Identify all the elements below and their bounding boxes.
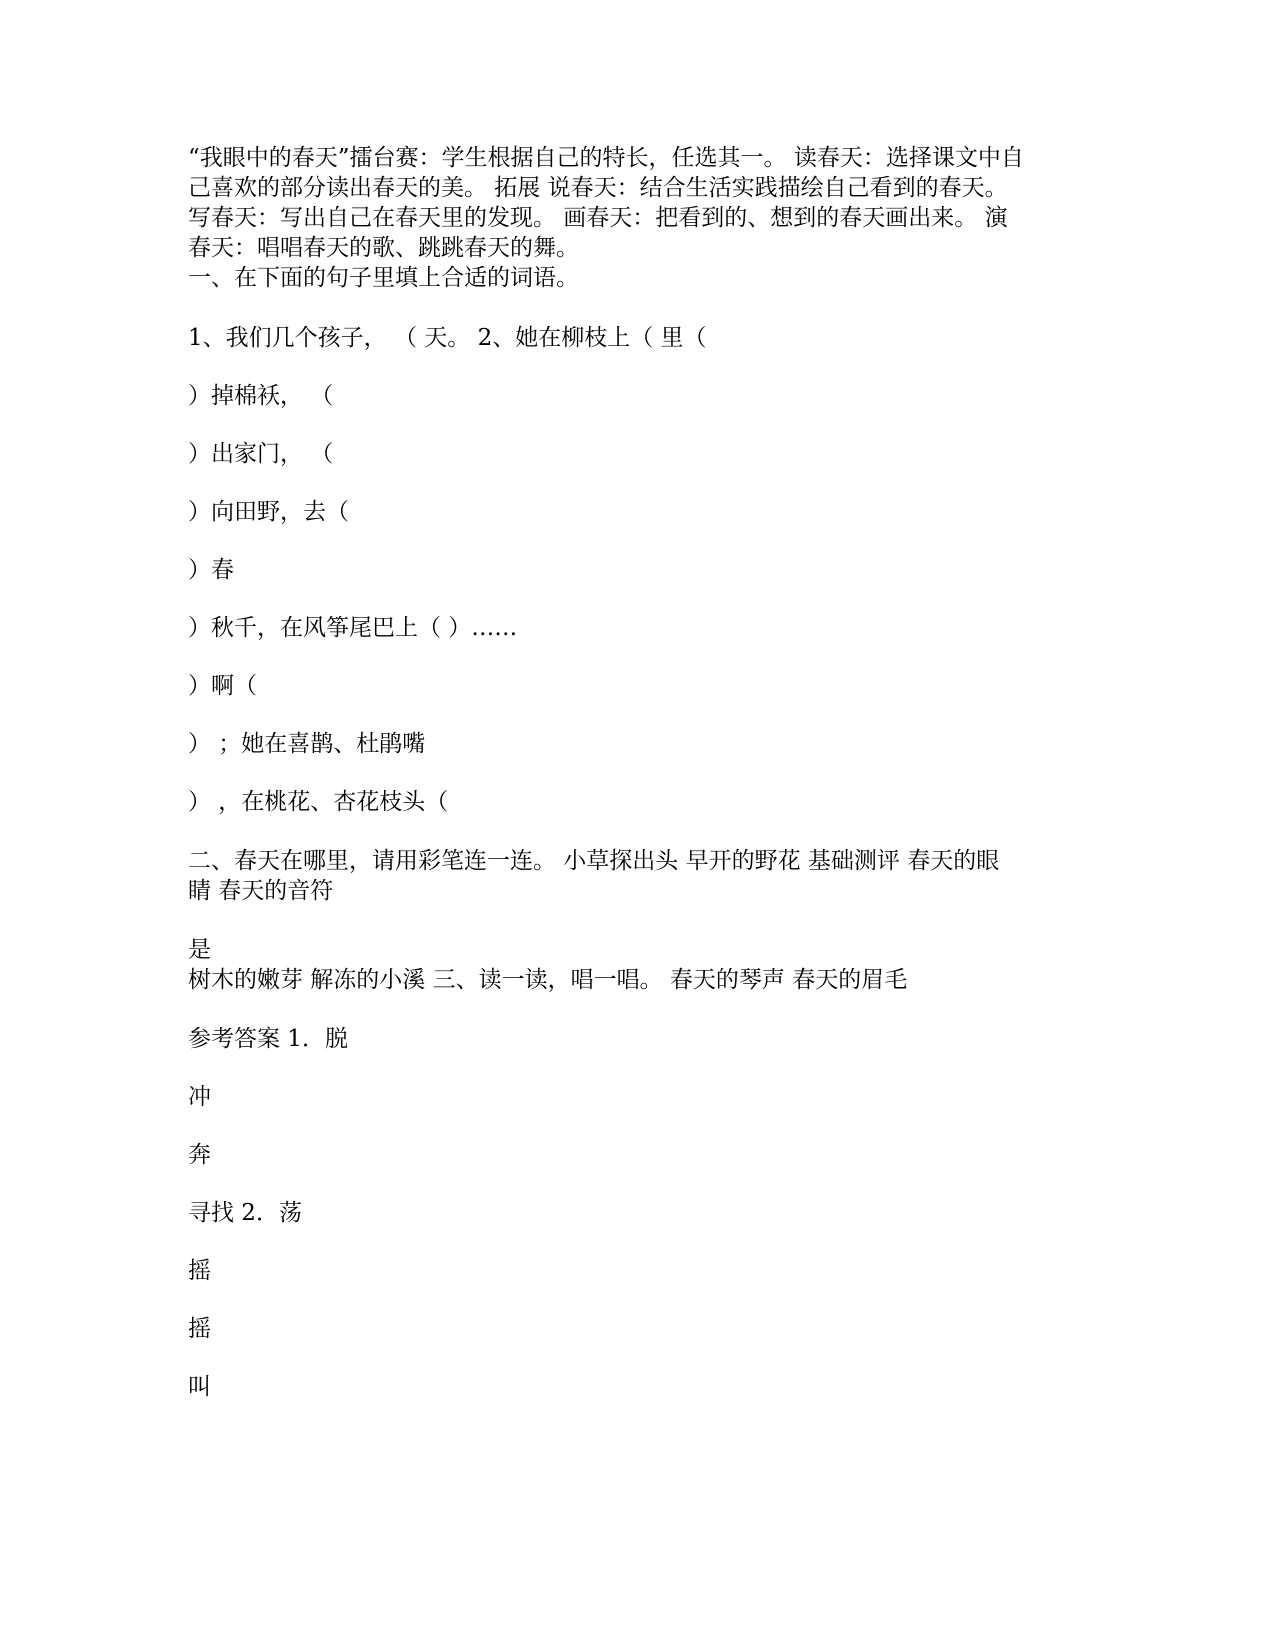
- section1-line-8: ） ；她在喜鹊、杜鹃嘴: [188, 731, 426, 757]
- section2-line-3: 是: [188, 937, 211, 963]
- section2-line-1: 二、春天在哪里，请用彩笔连一连。 小草探出头 早开的野花 基础测评 春天的眼: [188, 848, 1000, 874]
- intro-line-3: 写春天：写出自己在春天里的发现。 画春天：把看到的、想到的春天画出来。 演: [188, 205, 1008, 231]
- answer-line-7: 叫: [188, 1374, 211, 1400]
- section1-line-3: ）出家门， （: [188, 441, 334, 467]
- answer-line-3: 奔: [188, 1142, 211, 1168]
- section1-line-6: ）秋千，在风筝尾巴上（ ）……: [188, 615, 518, 641]
- section1-line-5: ）春: [188, 557, 234, 583]
- answer-line-2: 冲: [188, 1084, 211, 1110]
- section1-line-2: ）掉棉袄， （: [188, 383, 334, 409]
- section1-line-9: ） ，在桃花、杏花枝头（: [188, 789, 449, 815]
- section1-heading: 一、在下面的句子里填上合适的词语。: [188, 265, 579, 291]
- section1-line-4: ）向田野，去（: [188, 499, 349, 525]
- section2-line-4: 树木的嫩芽 解冻的小溪 三、读一读，唱一唱。 春天的琴声 春天的眉毛: [188, 967, 908, 993]
- intro-line-4: 春天：唱唱春天的歌、跳跳春天的舞。: [188, 235, 579, 261]
- section2-line-2: 睛 春天的音符: [188, 878, 334, 904]
- section1-line-1: 1、我们几个孩子， （ 天。 2、她在柳枝上（ 里（: [188, 325, 707, 351]
- intro-line-2: 己喜欢的部分读出春天的美。 拓展 说春天：结合生活实践描绘自己看到的春天。: [188, 175, 1008, 201]
- answer-line-5: 摇: [188, 1258, 211, 1284]
- answer-line-6: 摇: [188, 1316, 211, 1342]
- answer-line-4: 寻找 2．荡: [188, 1200, 302, 1226]
- section1-line-7: ）啊（: [188, 673, 257, 699]
- intro-line-1: “我眼中的春天”擂台赛：学生根据自己的特长，任选其一。 读春天：选择课文中自: [188, 145, 1024, 171]
- answer-line-1: 参考答案 1．脱: [188, 1026, 348, 1052]
